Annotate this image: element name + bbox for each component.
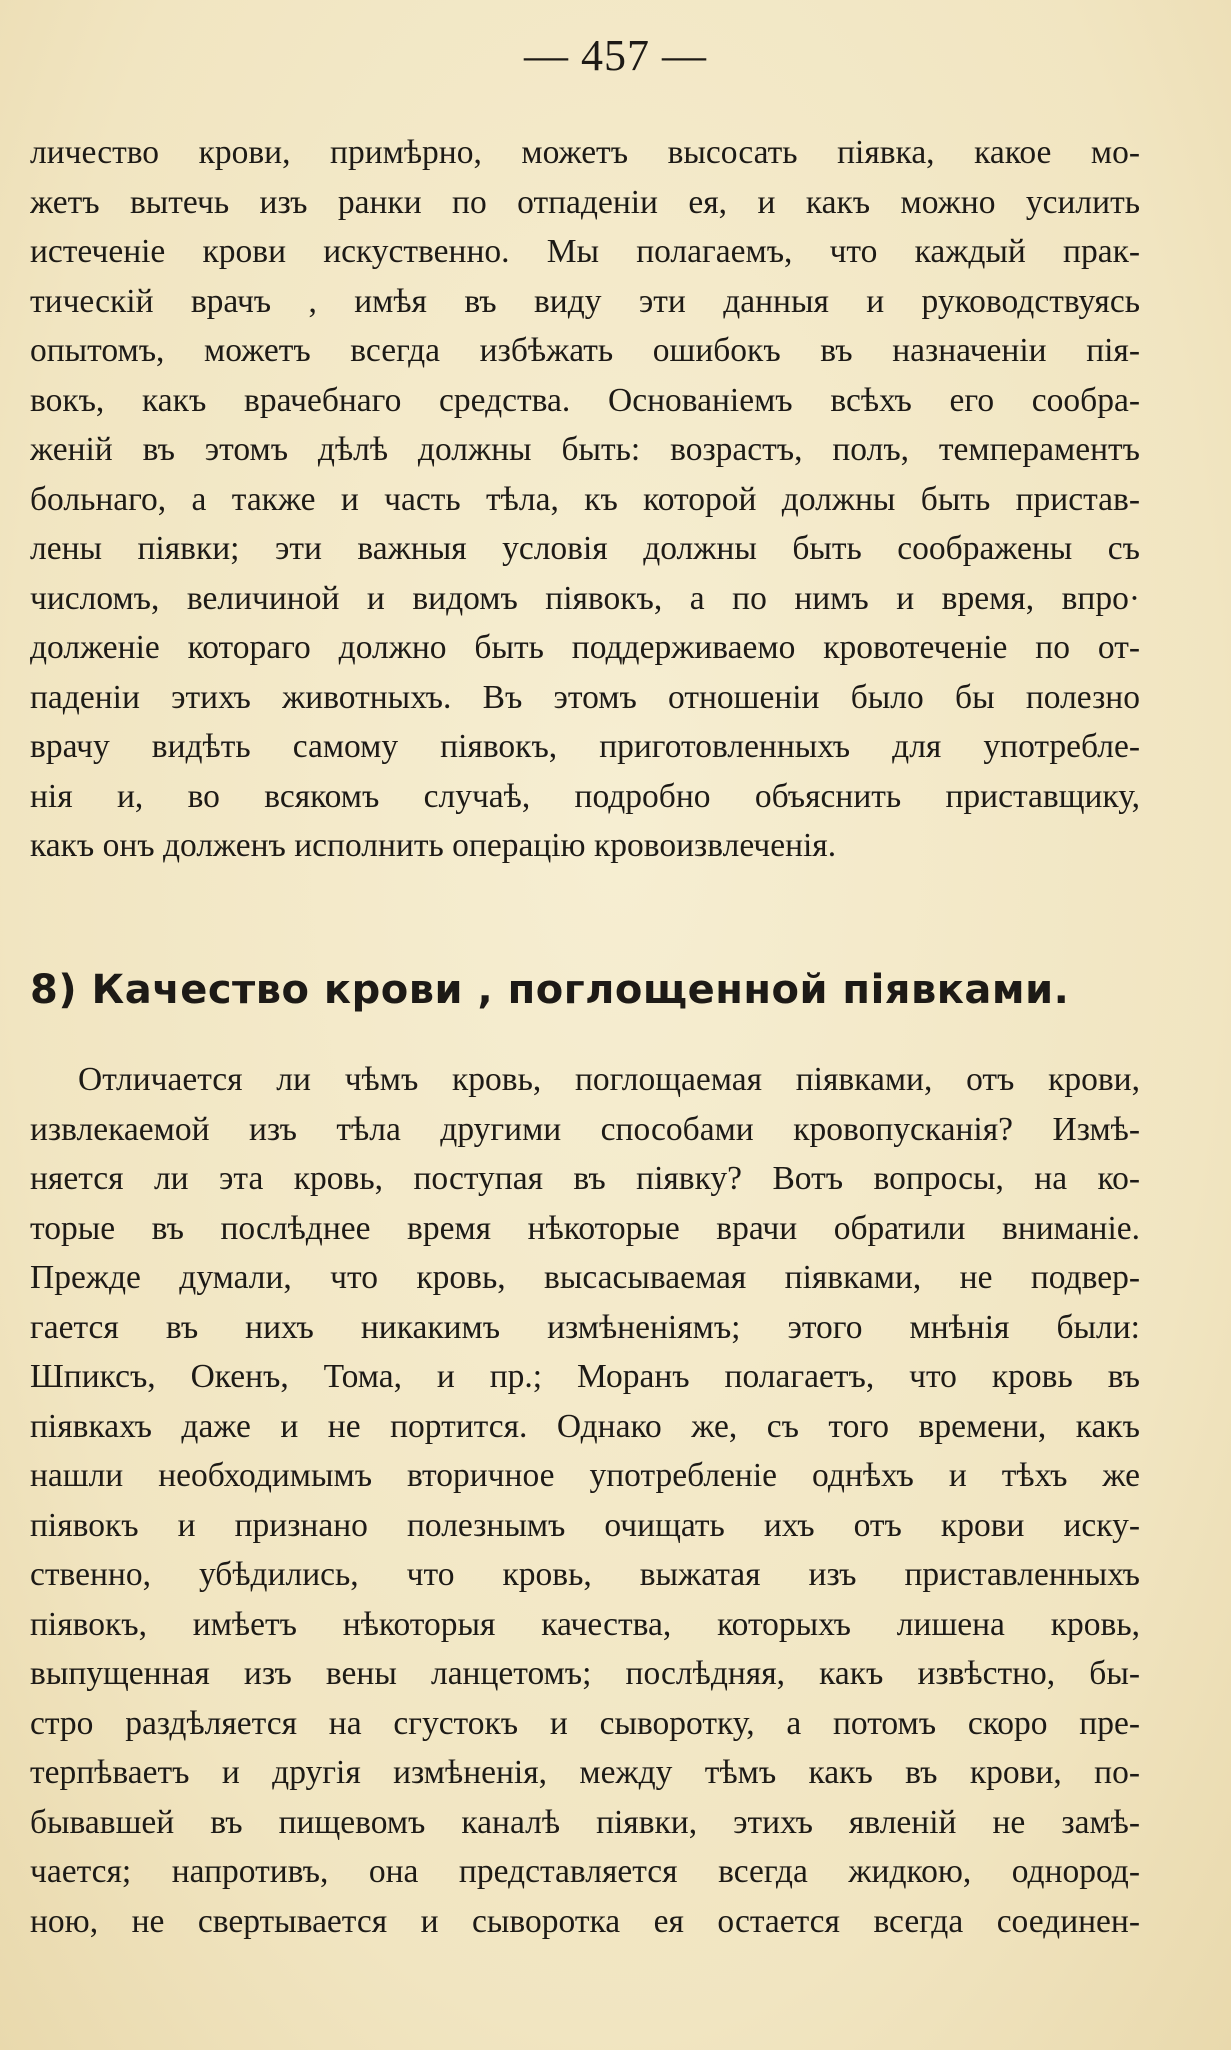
text-line: врачу видѣть самому піявокъ, приготовленныхъ для употребле- (30, 728, 1140, 765)
text-line: няется ли эта кровь, поступая въ піявку? Вотъ вопросы, на ко- (30, 1160, 1140, 1197)
text-line: личество крови, примѣрно, можетъ высосать піявка, какое мо- (30, 134, 1140, 171)
text-line: вокъ, какъ врачебнаго средства. Основаніемъ всѣхъ его сообра- (30, 381, 1140, 419)
text-line: терпѣваетъ и другія измѣненія, между тѣмъ какъ въ крови, по- (30, 1754, 1140, 1791)
text-line: чается; напротивъ, она представляется всегда жидкою, однород- (30, 1853, 1140, 1890)
text-line: долженіе котораго должно быть поддерживаемо кровотеченіе по от- (30, 629, 1140, 666)
text-line: жетъ вытечь изъ ранки по отпаденіи ея, и какъ можно усилить (30, 183, 1140, 221)
text-line: піявокъ и признано полезнымъ очищать ихъ отъ крови иску- (30, 1506, 1140, 1544)
text-line: торые въ послѣднее время нѣкоторые врачи обратили вниманіе. (30, 1209, 1140, 1247)
text-line: выпущенная изъ вены ланцетомъ; послѣдняя, какъ извѣстно, бы- (30, 1655, 1140, 1692)
page-number: — 457 — (524, 31, 707, 80)
paragraph-1 (30, 128, 1140, 871)
text-line: паденіи этихъ животныхъ. Въ этомъ отношеніи было бы полезно (30, 678, 1140, 716)
text-line: лены піявки; эти важныя условія должны быть соображены съ (30, 530, 1140, 567)
text-line: піявкахъ даже и не портится. Однако же, съ того времени, какъ (30, 1407, 1140, 1445)
text-line: бывавшей въ пищевомъ каналѣ піявки, этихъ явленій не замѣ- (30, 1803, 1140, 1841)
text-line: піявокъ, имѣетъ нѣкоторыя качества, которыхъ лишена кровь, (30, 1605, 1140, 1643)
text-line: больнаго, а также и часть тѣла, къ которой должны быть пристав- (30, 480, 1140, 518)
text-line: извлекаемой изъ тѣла другими способами кровопусканія? Измѣ- (30, 1110, 1140, 1148)
section-heading: 8) Качество крови , поглощенной піявками. (30, 967, 1070, 1013)
text-line: числомъ, величиной и видомъ піявокъ, а по нимъ и время, впро· (30, 579, 1140, 617)
text-line: ственно, убѣдились, что кровь, выжатая изъ приставленныхъ (30, 1556, 1140, 1593)
text-line: нія и, во всякомъ случаѣ, подробно объяснить приставщику, (30, 777, 1140, 815)
text-line: женій въ этомъ дѣлѣ должны быть: возрастъ, полъ, темпераментъ (30, 431, 1140, 468)
text-line: Шпиксъ, Окенъ, Тома, и пр.; Моранъ полагаетъ, что кровь въ (30, 1358, 1140, 1395)
text-line: какъ онъ долженъ исполнить операцію кровоизвлеченія. (30, 827, 837, 864)
paragraph-2 (30, 1055, 1140, 1946)
text-line: опытомъ, можетъ всегда избѣжать ошибокъ въ назначеніи пія- (30, 332, 1140, 369)
text-line: тическій врачъ , имѣя въ виду эти данныя и руководствуясь (30, 282, 1140, 320)
text-line: гается въ нихъ никакимъ измѣненіямъ; этого мнѣнія были: (30, 1308, 1140, 1346)
text-line: стро раздѣляется на сгустокъ и сыворотку, а потомъ скоро пре- (30, 1704, 1140, 1742)
text-line: Отличается ли чѣмъ кровь, поглощаемая піявками, отъ крови, (78, 1061, 1140, 1098)
text-line: ною, не свертывается и сыворотка ея остается всегда соединен- (30, 1902, 1140, 1940)
text-line: Прежде думали, что кровь, высасываемая піявками, не подвер- (30, 1259, 1140, 1296)
text-line: истеченіе крови искуственно. Мы полагаемъ, что каждый прак- (30, 233, 1140, 270)
text-line: нашли необходимымъ вторичное употребленіе однѣхъ и тѣхъ же (30, 1457, 1140, 1494)
